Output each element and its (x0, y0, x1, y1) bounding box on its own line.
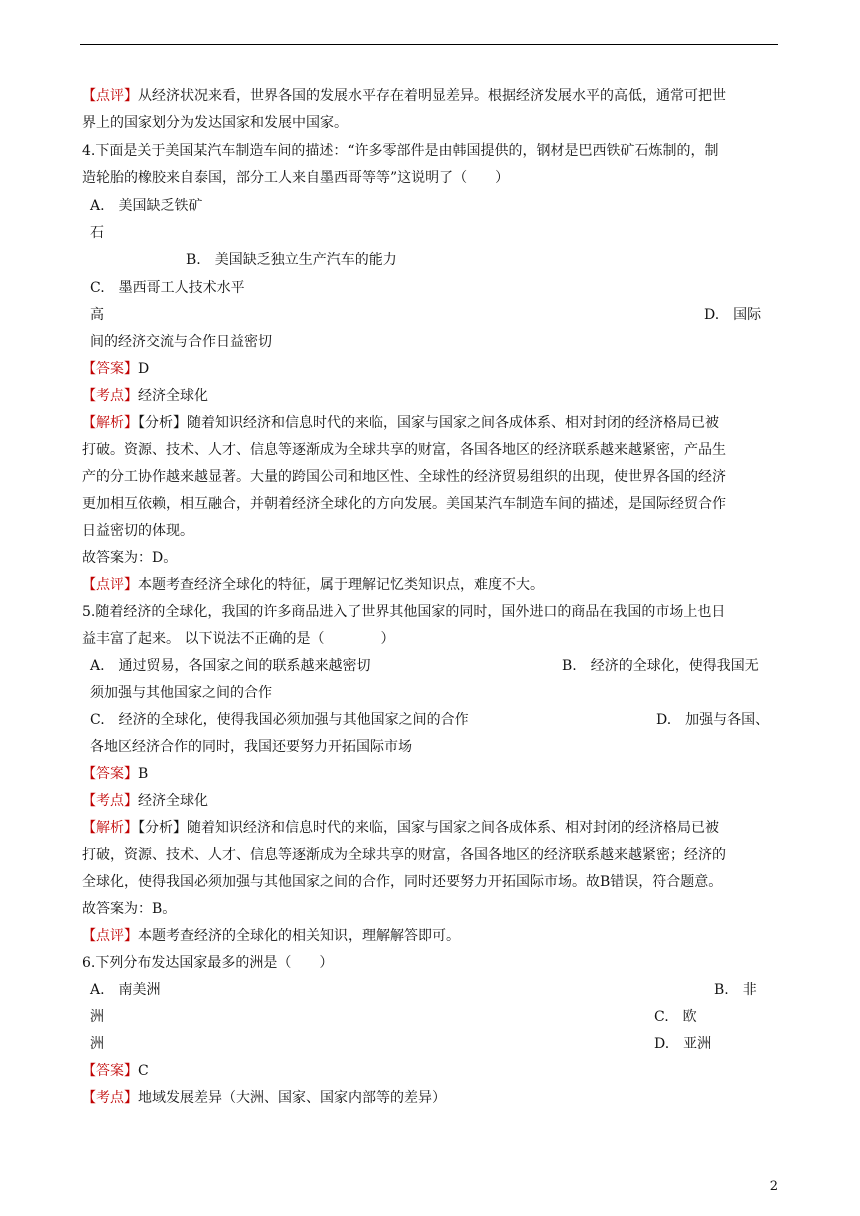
analysis-line: 全球化，使得我国必须加强与其他国家之间的合作，同时还要努力开拓国际市场。故B错误，符合题意。 (82, 874, 723, 890)
header-rule (80, 44, 778, 45)
analysis-line: 产的分工协作越来越显著。大量的跨国公司和地区性、全球性的经济贸易组织的出现，使世界各国的经济 (82, 469, 726, 485)
option-d: D. 国际 (704, 307, 762, 323)
question-5-stem: 5.随着经济的全球化，我国的许多商品进入了世界其他国家的同时，国外进口的商品在我国的市场上也日 (82, 604, 726, 620)
question-4-stem: 造轮胎的橡胶来自泰国，部分工人来自墨西哥等等”这说明了（ ） (82, 170, 510, 186)
option-d: D. 亚洲 (654, 1036, 712, 1052)
question-4-stem: 4.下面是关于美国某汽车制造车间的描述：“许多零部件是由韩国提供的，钢材是巴西铁矿石炼制的，制 (82, 143, 719, 159)
option-b: B. 非 (714, 982, 757, 998)
analysis-line: 【解析】【分析】随着知识经济和信息时代的来临，国家与国家之间各成体系、相对封闭的经济格局已被 (82, 820, 719, 836)
option-b-cont: 洲 (90, 1009, 104, 1025)
option-a: A. 通过贸易，各国家之间的联系越来越密切 (90, 658, 371, 674)
knowledge-point-line: 【考点】经济全球化 (82, 388, 208, 404)
final-answer-line: 故答案为：D。 (82, 550, 178, 566)
option-a: A. 美国缺乏铁矿 (90, 198, 203, 214)
analysis-line: 打破，资源、技术、人才、信息等逐渐成为全球共享的财富，各国各地区的经济联系越来越紧密；经济的 (82, 847, 726, 863)
option-c: C. 经济的全球化，使得我国必须加强与其他国家之间的合作 (90, 712, 469, 728)
option-c: C. 墨西哥工人技术水平 (90, 280, 245, 296)
option-d-cont: 各地区经济合作的同时，我国还要努力开拓国际市场 (90, 739, 412, 755)
comment-line: 【点评】本题考查经济全球化的特征，属于理解记忆类知识点，难度不大。 (82, 577, 544, 593)
option-b: B. 美国缺乏独立生产汽车的能力 (186, 252, 397, 268)
analysis-line: 【解析】【分析】随着知识经济和信息时代的来临，国家与国家之间各成体系、相对封闭的经济格局已被 (82, 415, 719, 431)
knowledge-point-line: 【考点】经济全球化 (82, 793, 208, 809)
answer-line: 【答案】D (82, 361, 150, 377)
analysis-line: 日益密切的体现。 (82, 523, 194, 539)
text-line: 界上的国家划分为发达国家和发展中国家。 (82, 115, 348, 131)
option-a: A. 南美洲 (90, 982, 161, 998)
option-b-cont: 须加强与其他国家之间的合作 (90, 685, 272, 701)
option-c-cont: 洲 (90, 1036, 104, 1052)
answer-line: 【答案】C (82, 1063, 149, 1079)
final-answer-line: 故答案为：B。 (82, 901, 177, 917)
analysis-line: 打破。资源、技术、人才、信息等逐渐成为全球共享的财富，各国各地区的经济联系越来越紧密，产品生 (82, 442, 726, 458)
option-c-cont: 高 (90, 307, 104, 323)
comment-line: 【点评】本题考查经济的全球化的相关知识，理解解答即可。 (82, 928, 460, 944)
page-number: 2 (769, 1179, 778, 1194)
option-d-cont: 间的经济交流与合作日益密切 (90, 334, 272, 350)
answer-line: 【答案】B (82, 766, 149, 782)
option-c: C. 欧 (654, 1009, 697, 1025)
question-6-stem: 6.下列分布发达国家最多的洲是（ ） (82, 955, 334, 971)
question-5-stem: 益丰富了起来。 以下说法不正确的是（ ） (82, 631, 395, 647)
analysis-line: 更加相互依赖，相互融合，并朝着经济全球化的方向发展。美国某汽车制造车间的描述，是国际经贸合作 (82, 496, 726, 512)
option-b: B. 经济的全球化，使得我国无 (562, 658, 759, 674)
knowledge-point-line: 【考点】地域发展差异（大洲、国家、国家内部等的差异） (82, 1090, 446, 1106)
option-d: D. 加强与各国、 (656, 712, 770, 728)
comment-line: 【点评】从经济状况来看，世界各国的发展水平存在着明显差异。根据经济发展水平的高低，通常可把世 (82, 88, 726, 104)
option-a-cont: 石 (90, 225, 104, 241)
